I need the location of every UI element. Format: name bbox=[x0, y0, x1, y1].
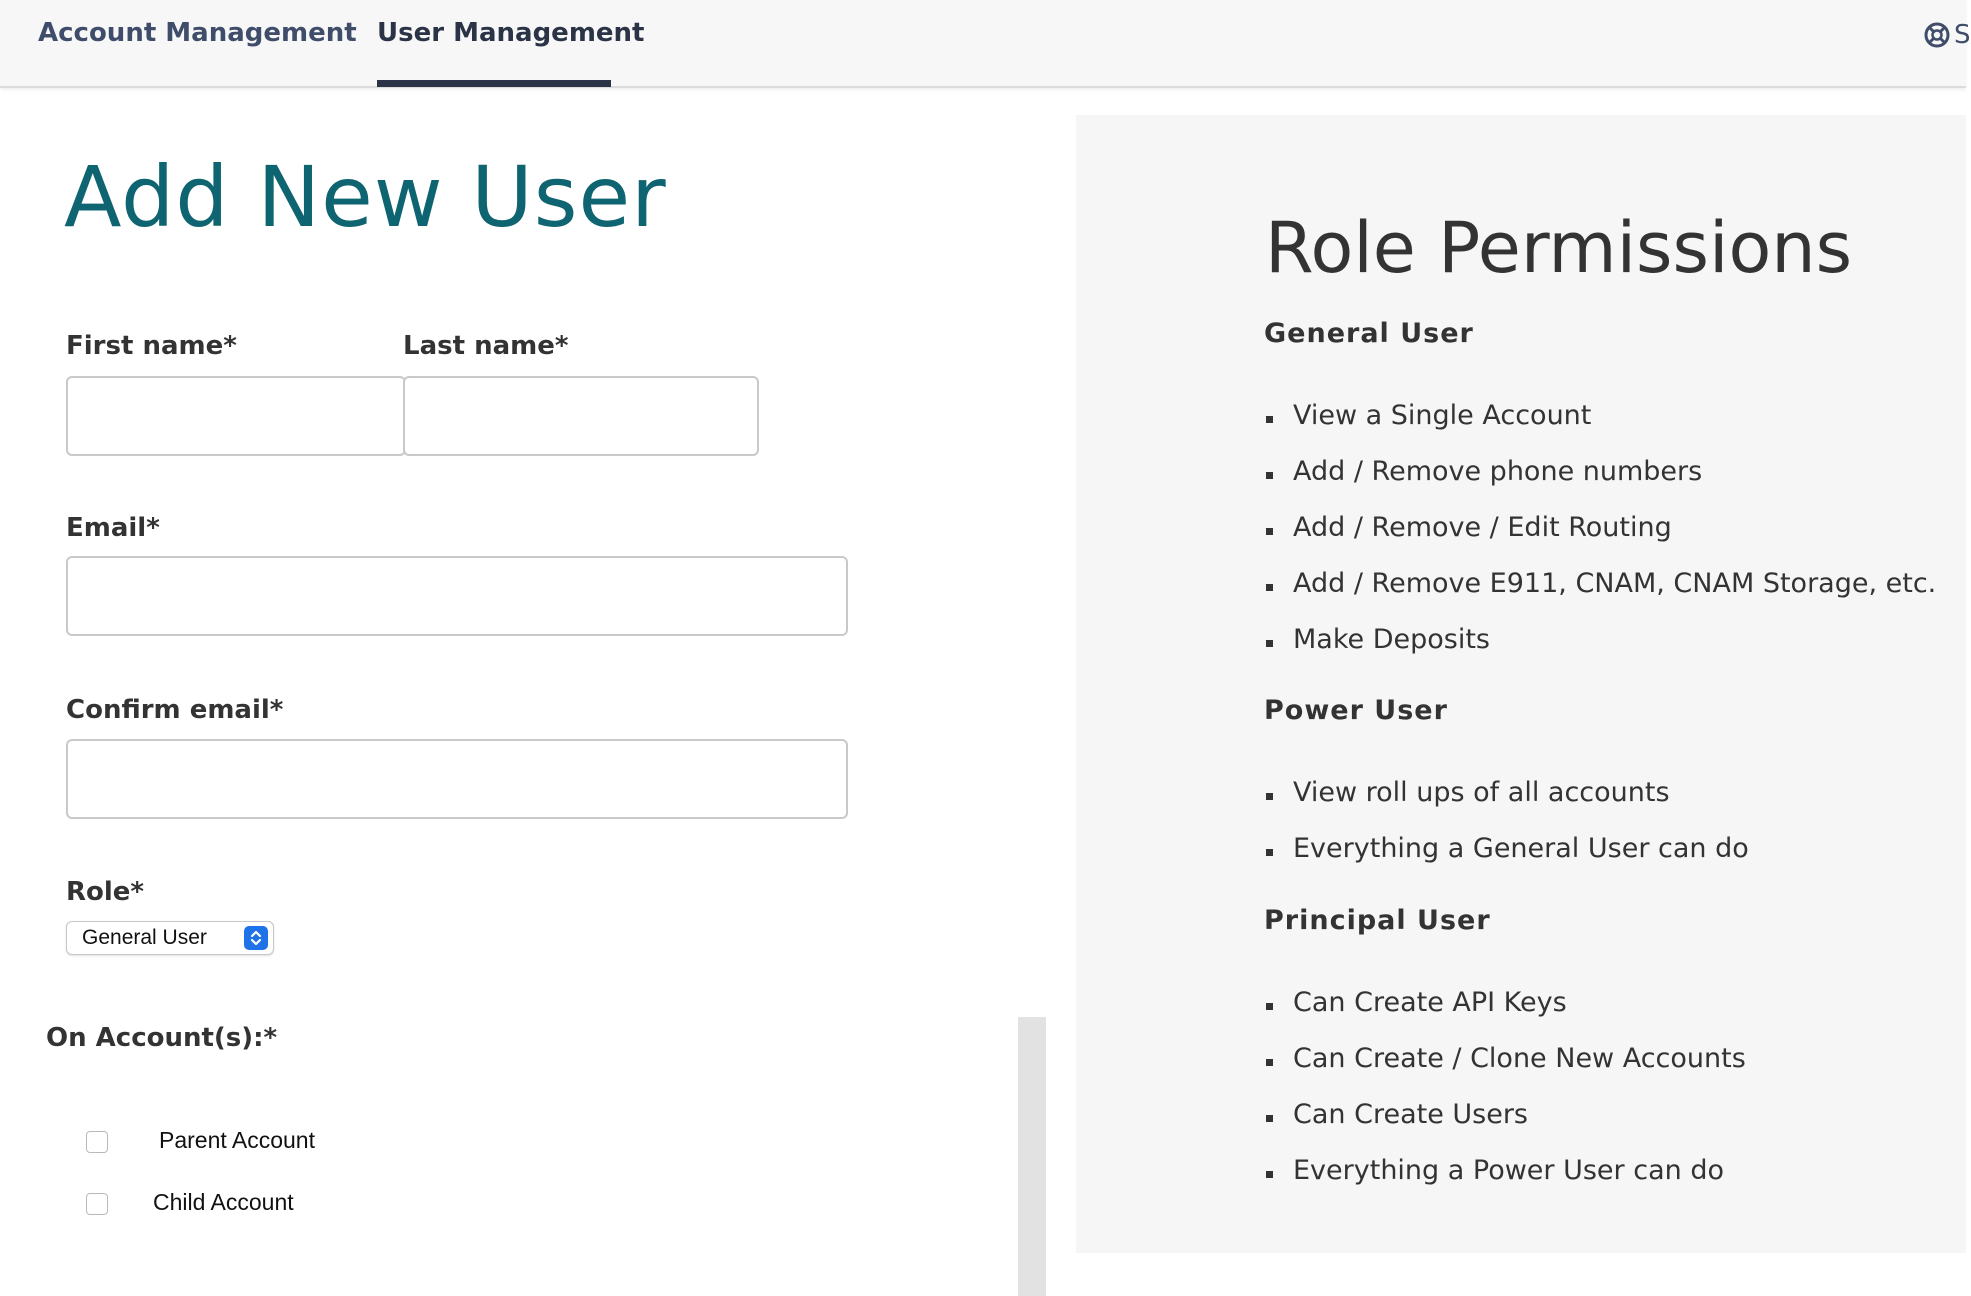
tab-account-management[interactable]: Account Management bbox=[38, 18, 357, 48]
child-account-label: Child Account bbox=[153, 1189, 294, 1215]
permission-text: Make Deposits bbox=[1293, 624, 1490, 655]
permission-text: View a Single Account bbox=[1293, 400, 1592, 431]
role-select[interactable] bbox=[66, 921, 274, 955]
top-navigation bbox=[0, 0, 1971, 88]
permission-text: Can Create / Clone New Accounts bbox=[1293, 1043, 1746, 1074]
permission-text: View roll ups of all accounts bbox=[1293, 777, 1670, 808]
role-heading-general-user: General User bbox=[1264, 318, 1474, 349]
bullet-icon bbox=[1266, 528, 1273, 535]
child-account-checkbox[interactable] bbox=[86, 1193, 108, 1215]
active-tab-indicator bbox=[377, 80, 611, 87]
permission-text: Everything a Power User can do bbox=[1293, 1155, 1724, 1186]
support-link[interactable] bbox=[1924, 20, 1971, 50]
bullet-icon bbox=[1266, 1171, 1273, 1178]
last-name-field[interactable] bbox=[403, 376, 759, 456]
parent-account-checkbox[interactable] bbox=[86, 1131, 108, 1153]
permission-text: Add / Remove / Edit Routing bbox=[1293, 512, 1672, 543]
confirm-email-field[interactable] bbox=[66, 739, 848, 819]
permission-text: Can Create API Keys bbox=[1293, 987, 1567, 1018]
email-label: Email* bbox=[66, 513, 160, 543]
confirm-email-label: Confirm email* bbox=[66, 695, 284, 725]
bullet-icon bbox=[1266, 1115, 1273, 1122]
bullet-icon bbox=[1266, 472, 1273, 479]
permissions-title: Role Permissions bbox=[1265, 207, 1853, 289]
bullet-icon bbox=[1266, 793, 1273, 800]
bullet-icon bbox=[1266, 584, 1273, 591]
tab-user-management[interactable]: User Management bbox=[377, 18, 645, 48]
role-selected-value: General User bbox=[82, 926, 207, 949]
account-option-parent[interactable] bbox=[86, 1123, 386, 1163]
role-permissions-panel bbox=[1076, 115, 1966, 1253]
first-name-label: First name* bbox=[66, 331, 237, 361]
permission-text: Add / Remove E911, CNAM, CNAM Storage, etc. bbox=[1293, 568, 1937, 599]
email-field[interactable] bbox=[66, 556, 848, 636]
role-heading-principal-user: Principal User bbox=[1264, 905, 1491, 936]
lifebuoy-icon bbox=[1924, 22, 1950, 48]
bullet-icon bbox=[1266, 849, 1273, 856]
permission-text: Can Create Users bbox=[1293, 1099, 1528, 1130]
permission-text: Add / Remove phone numbers bbox=[1293, 456, 1703, 487]
account-option-child[interactable] bbox=[86, 1185, 386, 1225]
role-label: Role* bbox=[66, 877, 145, 907]
bullet-icon bbox=[1266, 416, 1273, 423]
parent-account-label: Parent Account bbox=[159, 1127, 315, 1153]
accounts-label: On Account(s):* bbox=[46, 1023, 278, 1053]
bullet-icon bbox=[1266, 1059, 1273, 1066]
accounts-scrollbar[interactable] bbox=[1018, 1017, 1046, 1296]
bullet-icon bbox=[1266, 1003, 1273, 1010]
bullet-icon bbox=[1266, 640, 1273, 647]
page-title: Add New User bbox=[64, 148, 667, 246]
first-name-field[interactable] bbox=[66, 376, 406, 456]
support-label: S bbox=[1954, 20, 1971, 50]
select-arrows-icon bbox=[244, 926, 268, 950]
last-name-label: Last name* bbox=[403, 331, 569, 361]
permission-text: Everything a General User can do bbox=[1293, 833, 1749, 864]
role-heading-power-user: Power User bbox=[1264, 695, 1448, 726]
